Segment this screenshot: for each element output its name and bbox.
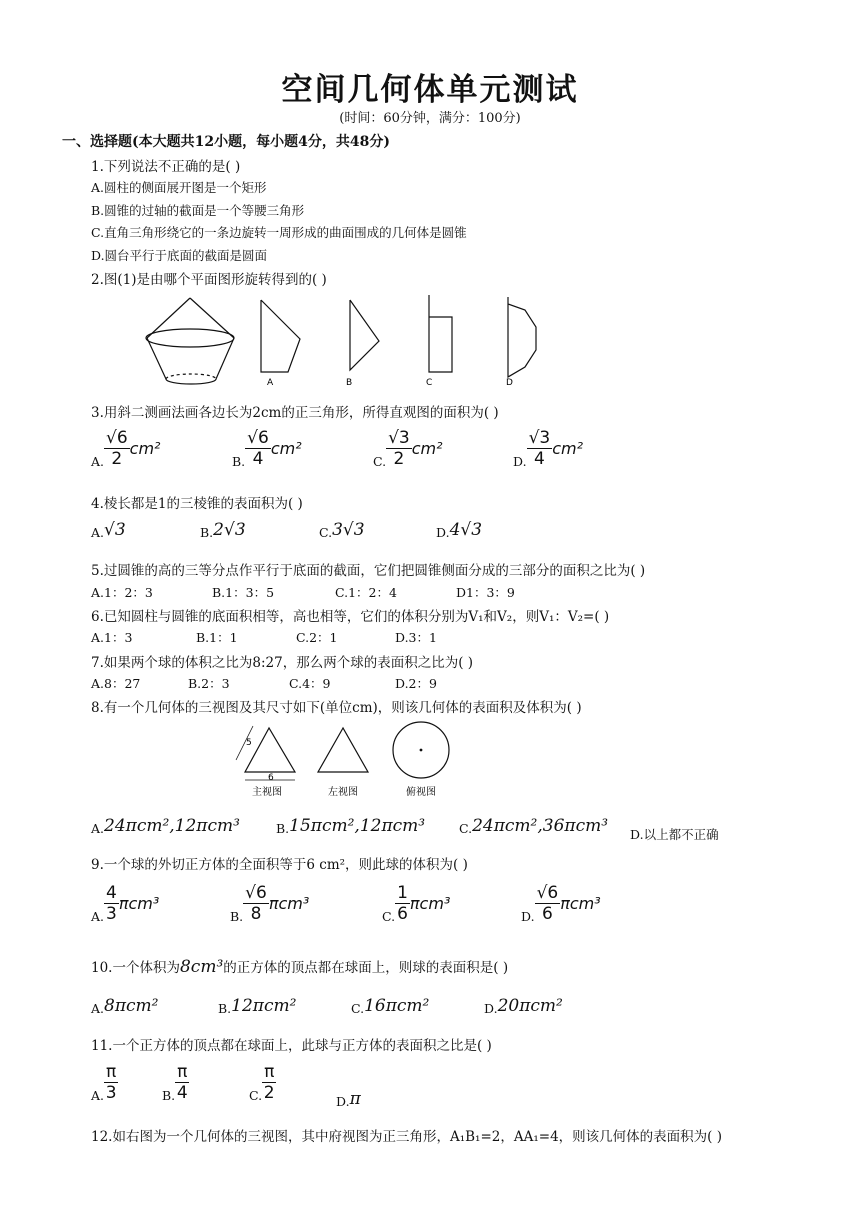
side-view-triangle bbox=[318, 728, 368, 772]
q3-option-b: B. $\frac{√6}{4}$ cm² bbox=[232, 428, 302, 469]
q9-option-a: A. $\frac{4}{3}$ πcm³ bbox=[91, 883, 160, 924]
q9-stem: 9.一个球的外切正方体的全面积等于6 cm²，则此球的体积为( ) bbox=[91, 857, 468, 873]
q4-option-b: B.2√3 bbox=[200, 520, 246, 540]
q10-option-c: C.16πcm² bbox=[351, 996, 430, 1016]
q2-label-c: C bbox=[426, 378, 433, 388]
section-heading: 一、选择题(本大题共12小题，每小题4分，共48分) bbox=[62, 134, 390, 150]
q10-option-d: D.20πcm² bbox=[484, 996, 563, 1016]
option-b-shape bbox=[350, 300, 379, 370]
q10-option-b: B.12πcm² bbox=[218, 996, 297, 1016]
front-view-triangle bbox=[236, 726, 295, 780]
q4-option-d: D.4√3 bbox=[436, 520, 483, 540]
q7-stem: 7.如果两个球的体积之比为8:27，那么两个球的表面积之比为( ) bbox=[91, 655, 474, 671]
q8-option-a: A.24πcm²,12πcm³ bbox=[91, 816, 240, 836]
side-view-label: 左视图 bbox=[328, 787, 358, 798]
q1-option-c: C.直角三角形绕它的一条边旋转一周形成的曲面围成的几何体是圆锥 bbox=[91, 225, 467, 240]
dim-slant-label: 5 bbox=[246, 738, 252, 748]
q7-option-b: B.2：3 bbox=[188, 676, 230, 691]
q8-option-d: D.以上都不正确 bbox=[630, 827, 719, 842]
q8-option-c: C.24πcm²,36πcm³ bbox=[459, 816, 609, 836]
exam-info: (时间：60分钟，满分：100分) bbox=[339, 111, 521, 126]
q3-option-d: D. $\frac{√3}{4}$ cm² bbox=[513, 428, 584, 469]
top-view-label: 俯视图 bbox=[406, 787, 436, 798]
frustum-cone-figure bbox=[146, 298, 234, 384]
q10-stem: 10.一个体积为8cm³的正方体的顶点都在球面上，则球的表面积是( ) bbox=[91, 957, 509, 977]
q2-label-a: A bbox=[267, 378, 274, 388]
q8-stem: 8.有一个几何体的三视图及其尺寸如下(单位cm)，则该几何体的表面积及体积为( ) bbox=[91, 700, 582, 716]
q8-option-b: B.15πcm²,12πcm³ bbox=[276, 816, 426, 836]
q5-option-b: B.1：3：5 bbox=[212, 585, 275, 600]
q7-option-a: A.8：27 bbox=[91, 676, 141, 691]
q6-option-b: B.1：1 bbox=[196, 630, 238, 645]
q6-option-d: D.3：1 bbox=[395, 630, 437, 645]
q9-option-c: C. $\frac{1}{6}$ πcm³ bbox=[382, 883, 451, 924]
q5-option-d: D1：3：9 bbox=[456, 585, 515, 600]
q1-option-d: D.圆台平行于底面的截面是圆面 bbox=[91, 248, 268, 263]
q5-stem: 5.过圆锥的高的三等分点作平行于底面的截面，它们把圆锥侧面分成的三部分的面积之比为( ) bbox=[91, 563, 646, 579]
q3-option-c: C. $\frac{√3}{2}$ cm² bbox=[373, 428, 443, 469]
q3-stem: 3.用斜二测画法画各边长为2cm的正三角形，所得直观图的面积为( ) bbox=[91, 405, 499, 421]
q11-option-b: B. $\frac{\pi}{4}$ bbox=[162, 1062, 188, 1103]
q1-option-b: B.圆锥的过轴的截面是一个等腰三角形 bbox=[91, 203, 305, 218]
q1-option-a: A.圆柱的侧面展开图是一个矩形 bbox=[91, 180, 267, 195]
q2-figures bbox=[140, 292, 540, 392]
q2-stem: 2.图(1)是由哪个平面图形旋转得到的( ) bbox=[91, 272, 327, 288]
option-c-shape bbox=[429, 295, 452, 372]
q2-label-d: D bbox=[506, 378, 513, 388]
q10-option-a: A.8πcm² bbox=[91, 996, 159, 1016]
q7-option-c: C.4：9 bbox=[289, 676, 331, 691]
q7-option-d: D.2：9 bbox=[395, 676, 437, 691]
front-view-label: 主视图 bbox=[252, 787, 282, 798]
q9-option-b: B. $\frac{√6}{8}$ πcm³ bbox=[230, 883, 310, 924]
q4-stem: 4.棱长都是1的三棱锥的表面积为( ) bbox=[91, 496, 303, 512]
q5-option-c: C.1：2：4 bbox=[335, 585, 397, 600]
q3-option-a: A. $\frac{√6}{2}$ cm² bbox=[91, 428, 161, 469]
q11-option-c: C. $\frac{\pi}{2}$ bbox=[249, 1062, 275, 1103]
q8-three-views bbox=[225, 718, 465, 802]
option-d-shape bbox=[508, 297, 536, 377]
q11-option-a: A. $\frac{\pi}{3}$ bbox=[91, 1062, 117, 1103]
q5-option-a: A.1：2：3 bbox=[91, 585, 153, 600]
q6-stem: 6.已知圆柱与圆锥的底面积相等，高也相等，它们的体积分别为V₁和V₂，则V₁：V₂=( ) bbox=[91, 609, 610, 625]
q4-option-c: C.3√3 bbox=[319, 520, 365, 540]
q1-stem: 1.下列说法不正确的是( ) bbox=[91, 159, 241, 175]
q2-label-b: B bbox=[346, 378, 353, 388]
option-a-shape bbox=[261, 300, 300, 372]
q12-stem: 12.如右图为一个几何体的三视图，其中府视图为正三角形，A₁B₁=2，AA₁=4，则该几何体的表面积为( ) bbox=[91, 1129, 722, 1145]
q11-stem: 11.一个正方体的顶点都在球面上，此球与正方体的表面积之比是( ) bbox=[91, 1038, 492, 1054]
page-title: 空间几何体单元测试 bbox=[281, 72, 579, 108]
q9-option-d: D. $\frac{√6}{6}$ πcm³ bbox=[521, 883, 601, 924]
dim-base-label: 6 bbox=[268, 773, 274, 783]
q4-option-a: A.√3 bbox=[91, 520, 126, 540]
q11-option-d: D.π bbox=[336, 1089, 361, 1109]
center-dot bbox=[420, 749, 423, 752]
q6-option-a: A.1：3 bbox=[91, 630, 133, 645]
q6-option-c: C.2：1 bbox=[296, 630, 338, 645]
